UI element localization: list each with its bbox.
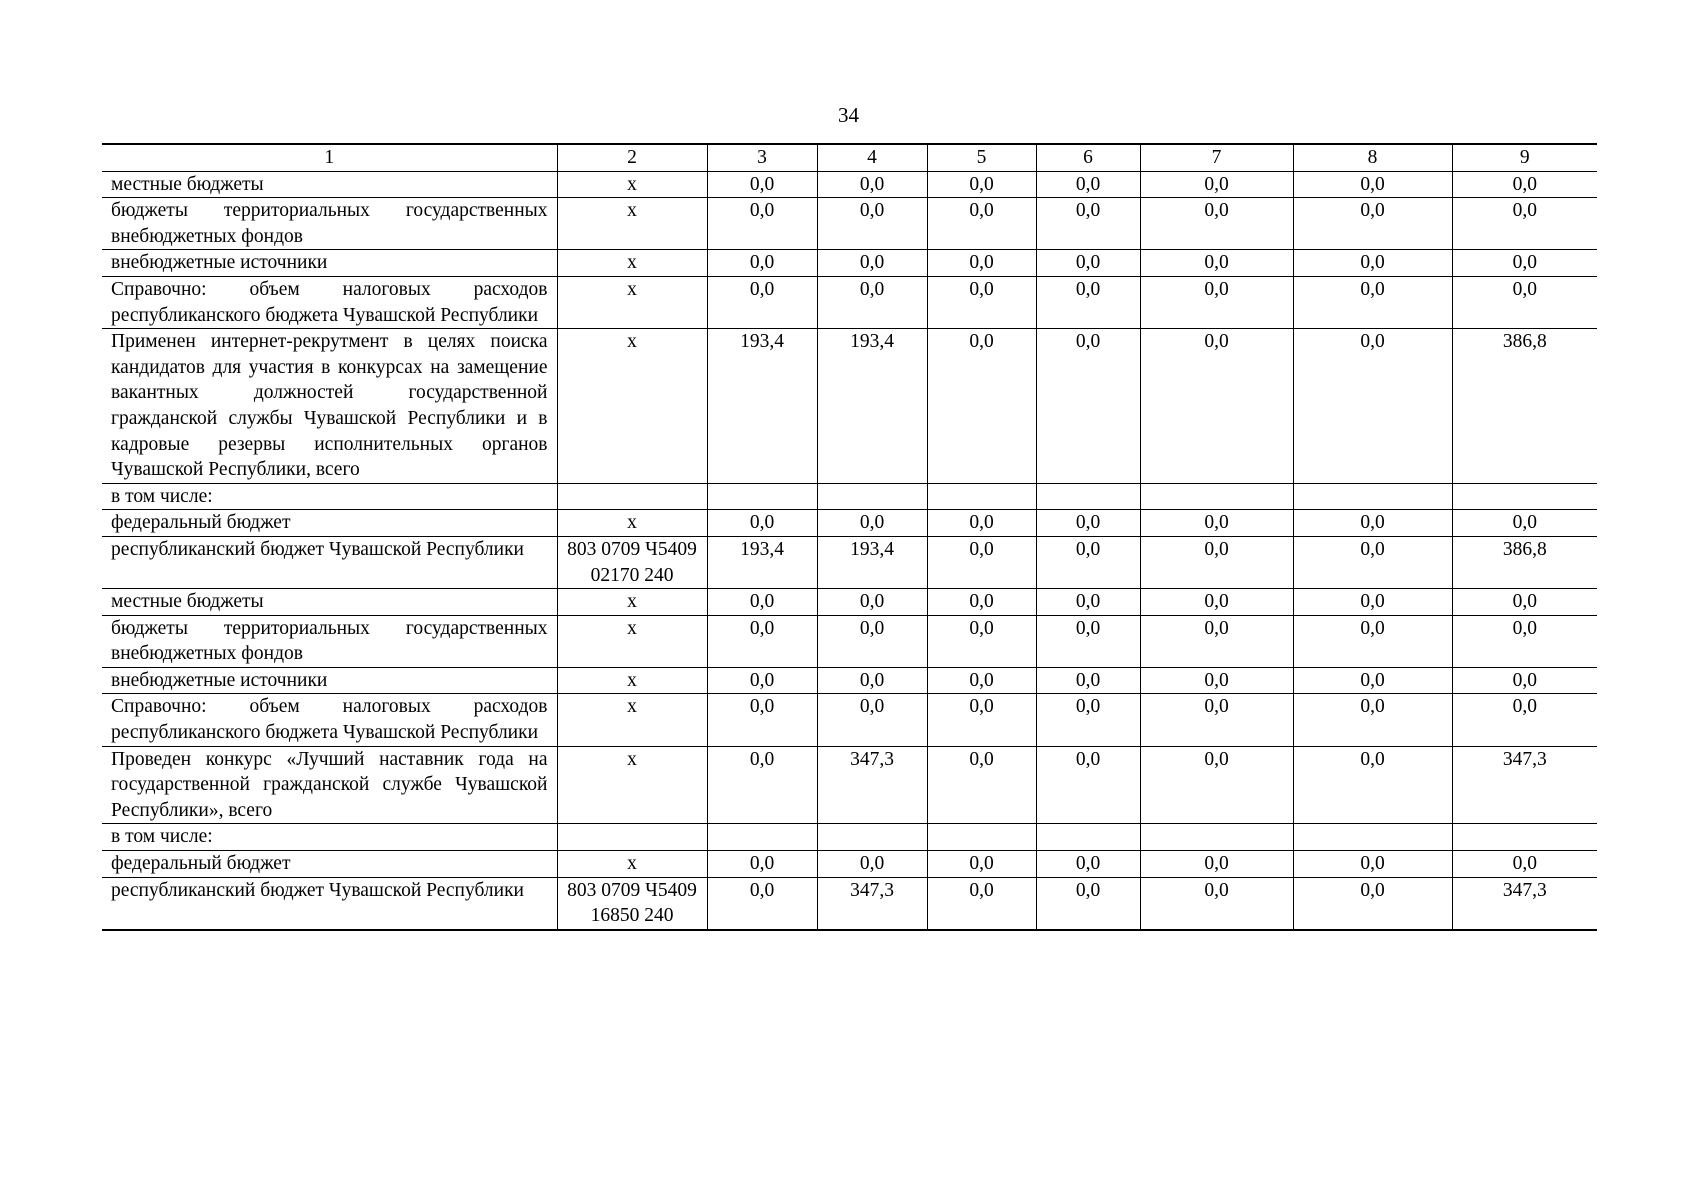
budget-code: х [557, 329, 707, 484]
table-row [102, 851, 1597, 878]
value-cell: 0,0 [1036, 198, 1140, 250]
row-label: Применен интернет-рекрутмент в целях поиска кандидатов для участия в конкурсах на замещение вакантных должностей государственной гражданской службы Чувашской Республики и в кадровые резервы исполнительных органов Чувашской Республики, всего [102, 329, 557, 484]
value-cell: 0,0 [927, 746, 1036, 824]
value-cell: 0,0 [707, 589, 817, 616]
value-cell: 193,4 [817, 536, 927, 588]
value-cell: 0,0 [1452, 276, 1597, 328]
value-cell [1293, 824, 1452, 851]
row-label: республиканский бюджет Чувашской Республики [102, 877, 557, 930]
table-row [102, 615, 1597, 667]
value-cell: 0,0 [1452, 694, 1597, 746]
value-cell [1140, 483, 1293, 510]
budget-code [557, 824, 707, 851]
value-cell: 0,0 [1036, 851, 1140, 878]
column-header: 2 [557, 144, 707, 171]
value-cell: 0,0 [817, 250, 927, 277]
column-header: 1 [102, 144, 557, 171]
value-cell: 0,0 [1293, 250, 1452, 277]
table-row [102, 694, 1597, 746]
row-label: республиканский бюджет Чувашской Республики [102, 536, 557, 588]
value-cell: 0,0 [1140, 510, 1293, 537]
value-cell: 0,0 [1140, 851, 1293, 878]
value-cell: 0,0 [927, 667, 1036, 694]
table-row [102, 824, 1597, 851]
budget-code [557, 483, 707, 510]
value-cell: 0,0 [817, 510, 927, 537]
value-cell: 0,0 [1452, 510, 1597, 537]
value-cell: 0,0 [1036, 276, 1140, 328]
budget-code: х [557, 851, 707, 878]
value-cell: 0,0 [927, 536, 1036, 588]
value-cell: 0,0 [927, 694, 1036, 746]
value-cell: 386,8 [1452, 329, 1597, 484]
value-cell [1452, 483, 1597, 510]
value-cell: 0,0 [1140, 746, 1293, 824]
table-body [102, 144, 1597, 930]
value-cell: 347,3 [817, 746, 927, 824]
row-label: местные бюджеты [102, 171, 557, 198]
value-cell: 0,0 [1140, 694, 1293, 746]
budget-code: х [557, 589, 707, 616]
table-row [102, 276, 1597, 328]
value-cell: 0,0 [1452, 667, 1597, 694]
value-cell: 193,4 [707, 536, 817, 588]
value-cell: 0,0 [927, 510, 1036, 537]
value-cell: 347,3 [817, 877, 927, 930]
value-cell: 0,0 [817, 198, 927, 250]
table-row [102, 536, 1597, 588]
budget-code: 803 0709 Ч540916850 240 [557, 877, 707, 930]
budget-code: х [557, 746, 707, 824]
row-label: в том числе: [102, 483, 557, 510]
value-cell: 0,0 [1293, 171, 1452, 198]
value-cell: 0,0 [817, 589, 927, 616]
value-cell [927, 483, 1036, 510]
value-cell: 0,0 [1452, 250, 1597, 277]
budget-code: х [557, 250, 707, 277]
row-label: федеральный бюджет [102, 510, 557, 537]
value-cell: 0,0 [1452, 198, 1597, 250]
value-cell: 0,0 [1140, 536, 1293, 588]
value-cell: 0,0 [1036, 615, 1140, 667]
value-cell: 0,0 [1140, 667, 1293, 694]
value-cell [707, 824, 817, 851]
value-cell: 347,3 [1452, 746, 1597, 824]
row-label: местные бюджеты [102, 589, 557, 616]
value-cell: 0,0 [707, 694, 817, 746]
value-cell: 0,0 [1293, 746, 1452, 824]
value-cell [1293, 483, 1452, 510]
row-label: Справочно: объем налоговых расходов республиканского бюджета Чувашской Республики [102, 694, 557, 746]
value-cell [817, 483, 927, 510]
value-cell: 0,0 [707, 746, 817, 824]
table-row [102, 877, 1597, 930]
value-cell: 0,0 [1452, 589, 1597, 616]
value-cell: 0,0 [707, 667, 817, 694]
table-row [102, 250, 1597, 277]
table-row [102, 589, 1597, 616]
budget-code: х [557, 171, 707, 198]
value-cell [707, 483, 817, 510]
value-cell [1036, 483, 1140, 510]
table-header-row [102, 144, 1597, 171]
value-cell: 193,4 [817, 329, 927, 484]
row-label: федеральный бюджет [102, 851, 557, 878]
value-cell: 0,0 [1036, 694, 1140, 746]
budget-code: 803 0709 Ч540902170 240 [557, 536, 707, 588]
value-cell: 0,0 [1293, 851, 1452, 878]
value-cell: 0,0 [1140, 615, 1293, 667]
value-cell: 0,0 [1293, 198, 1452, 250]
value-cell: 0,0 [1293, 329, 1452, 484]
column-header: 9 [1452, 144, 1597, 171]
value-cell: 347,3 [1452, 877, 1597, 930]
budget-code: х [557, 198, 707, 250]
value-cell: 0,0 [817, 667, 927, 694]
value-cell [1452, 824, 1597, 851]
value-cell: 0,0 [1140, 877, 1293, 930]
budget-code: х [557, 667, 707, 694]
value-cell: 0,0 [1140, 198, 1293, 250]
value-cell: 0,0 [1293, 276, 1452, 328]
value-cell: 0,0 [927, 198, 1036, 250]
table-row [102, 171, 1597, 198]
value-cell [1140, 824, 1293, 851]
value-cell: 0,0 [1036, 171, 1140, 198]
row-label: бюджеты территориальных государственных внебюджетных фондов [102, 198, 557, 250]
value-cell: 0,0 [1452, 615, 1597, 667]
value-cell: 0,0 [1036, 536, 1140, 588]
column-header: 7 [1140, 144, 1293, 171]
value-cell: 0,0 [707, 851, 817, 878]
value-cell: 0,0 [1452, 171, 1597, 198]
value-cell: 0,0 [707, 171, 817, 198]
value-cell: 0,0 [1140, 250, 1293, 277]
value-cell: 0,0 [707, 877, 817, 930]
value-cell: 0,0 [1036, 510, 1140, 537]
value-cell: 0,0 [927, 250, 1036, 277]
value-cell: 0,0 [817, 851, 927, 878]
table-row [102, 329, 1597, 484]
table-row [102, 510, 1597, 537]
row-label: Справочно: объем налоговых расходов республиканского бюджета Чувашской Республики [102, 276, 557, 328]
column-header: 4 [817, 144, 927, 171]
column-header: 6 [1036, 144, 1140, 171]
value-cell: 0,0 [927, 589, 1036, 616]
value-cell: 0,0 [927, 851, 1036, 878]
value-cell: 0,0 [1293, 615, 1452, 667]
table-row [102, 483, 1597, 510]
value-cell: 0,0 [927, 276, 1036, 328]
value-cell: 0,0 [1293, 589, 1452, 616]
value-cell [1036, 824, 1140, 851]
value-cell: 0,0 [707, 276, 817, 328]
value-cell: 0,0 [817, 694, 927, 746]
value-cell: 0,0 [927, 615, 1036, 667]
row-label: в том числе: [102, 824, 557, 851]
value-cell: 0,0 [707, 250, 817, 277]
value-cell: 386,8 [1452, 536, 1597, 588]
value-cell: 0,0 [1036, 329, 1140, 484]
value-cell: 0,0 [1293, 877, 1452, 930]
value-cell: 0,0 [927, 171, 1036, 198]
column-header: 8 [1293, 144, 1452, 171]
value-cell: 0,0 [1140, 171, 1293, 198]
value-cell [817, 824, 927, 851]
value-cell: 0,0 [817, 276, 927, 328]
column-header: 3 [707, 144, 817, 171]
budget-code: х [557, 694, 707, 746]
value-cell: 0,0 [707, 198, 817, 250]
value-cell: 0,0 [1140, 276, 1293, 328]
row-label: бюджеты территориальных государственных внебюджетных фондов [102, 615, 557, 667]
row-label: Проведен конкурс «Лучший наставник года на государственной гражданской службе Чувашской Республики», всего [102, 746, 557, 824]
value-cell: 0,0 [927, 877, 1036, 930]
budget-table [102, 143, 1597, 931]
column-header: 5 [927, 144, 1036, 171]
value-cell: 0,0 [1293, 667, 1452, 694]
value-cell: 0,0 [1140, 329, 1293, 484]
value-cell: 0,0 [1036, 877, 1140, 930]
table-row [102, 746, 1597, 824]
row-label: внебюджетные источники [102, 250, 557, 277]
table-row [102, 667, 1597, 694]
value-cell: 0,0 [817, 615, 927, 667]
value-cell: 0,0 [1293, 510, 1452, 537]
page-number: 34 [838, 103, 859, 127]
value-cell: 193,4 [707, 329, 817, 484]
value-cell: 0,0 [707, 615, 817, 667]
budget-code: х [557, 615, 707, 667]
value-cell: 0,0 [1036, 667, 1140, 694]
value-cell: 0,0 [707, 510, 817, 537]
budget-code: х [557, 276, 707, 328]
value-cell: 0,0 [1036, 589, 1140, 616]
budget-code: х [557, 510, 707, 537]
value-cell: 0,0 [817, 171, 927, 198]
value-cell: 0,0 [1140, 589, 1293, 616]
table-row [102, 198, 1597, 250]
value-cell: 0,0 [1036, 250, 1140, 277]
row-label: внебюджетные источники [102, 667, 557, 694]
value-cell: 0,0 [1293, 536, 1452, 588]
value-cell: 0,0 [927, 329, 1036, 484]
value-cell: 0,0 [1452, 851, 1597, 878]
value-cell [927, 824, 1036, 851]
value-cell: 0,0 [1036, 746, 1140, 824]
value-cell: 0,0 [1293, 694, 1452, 746]
